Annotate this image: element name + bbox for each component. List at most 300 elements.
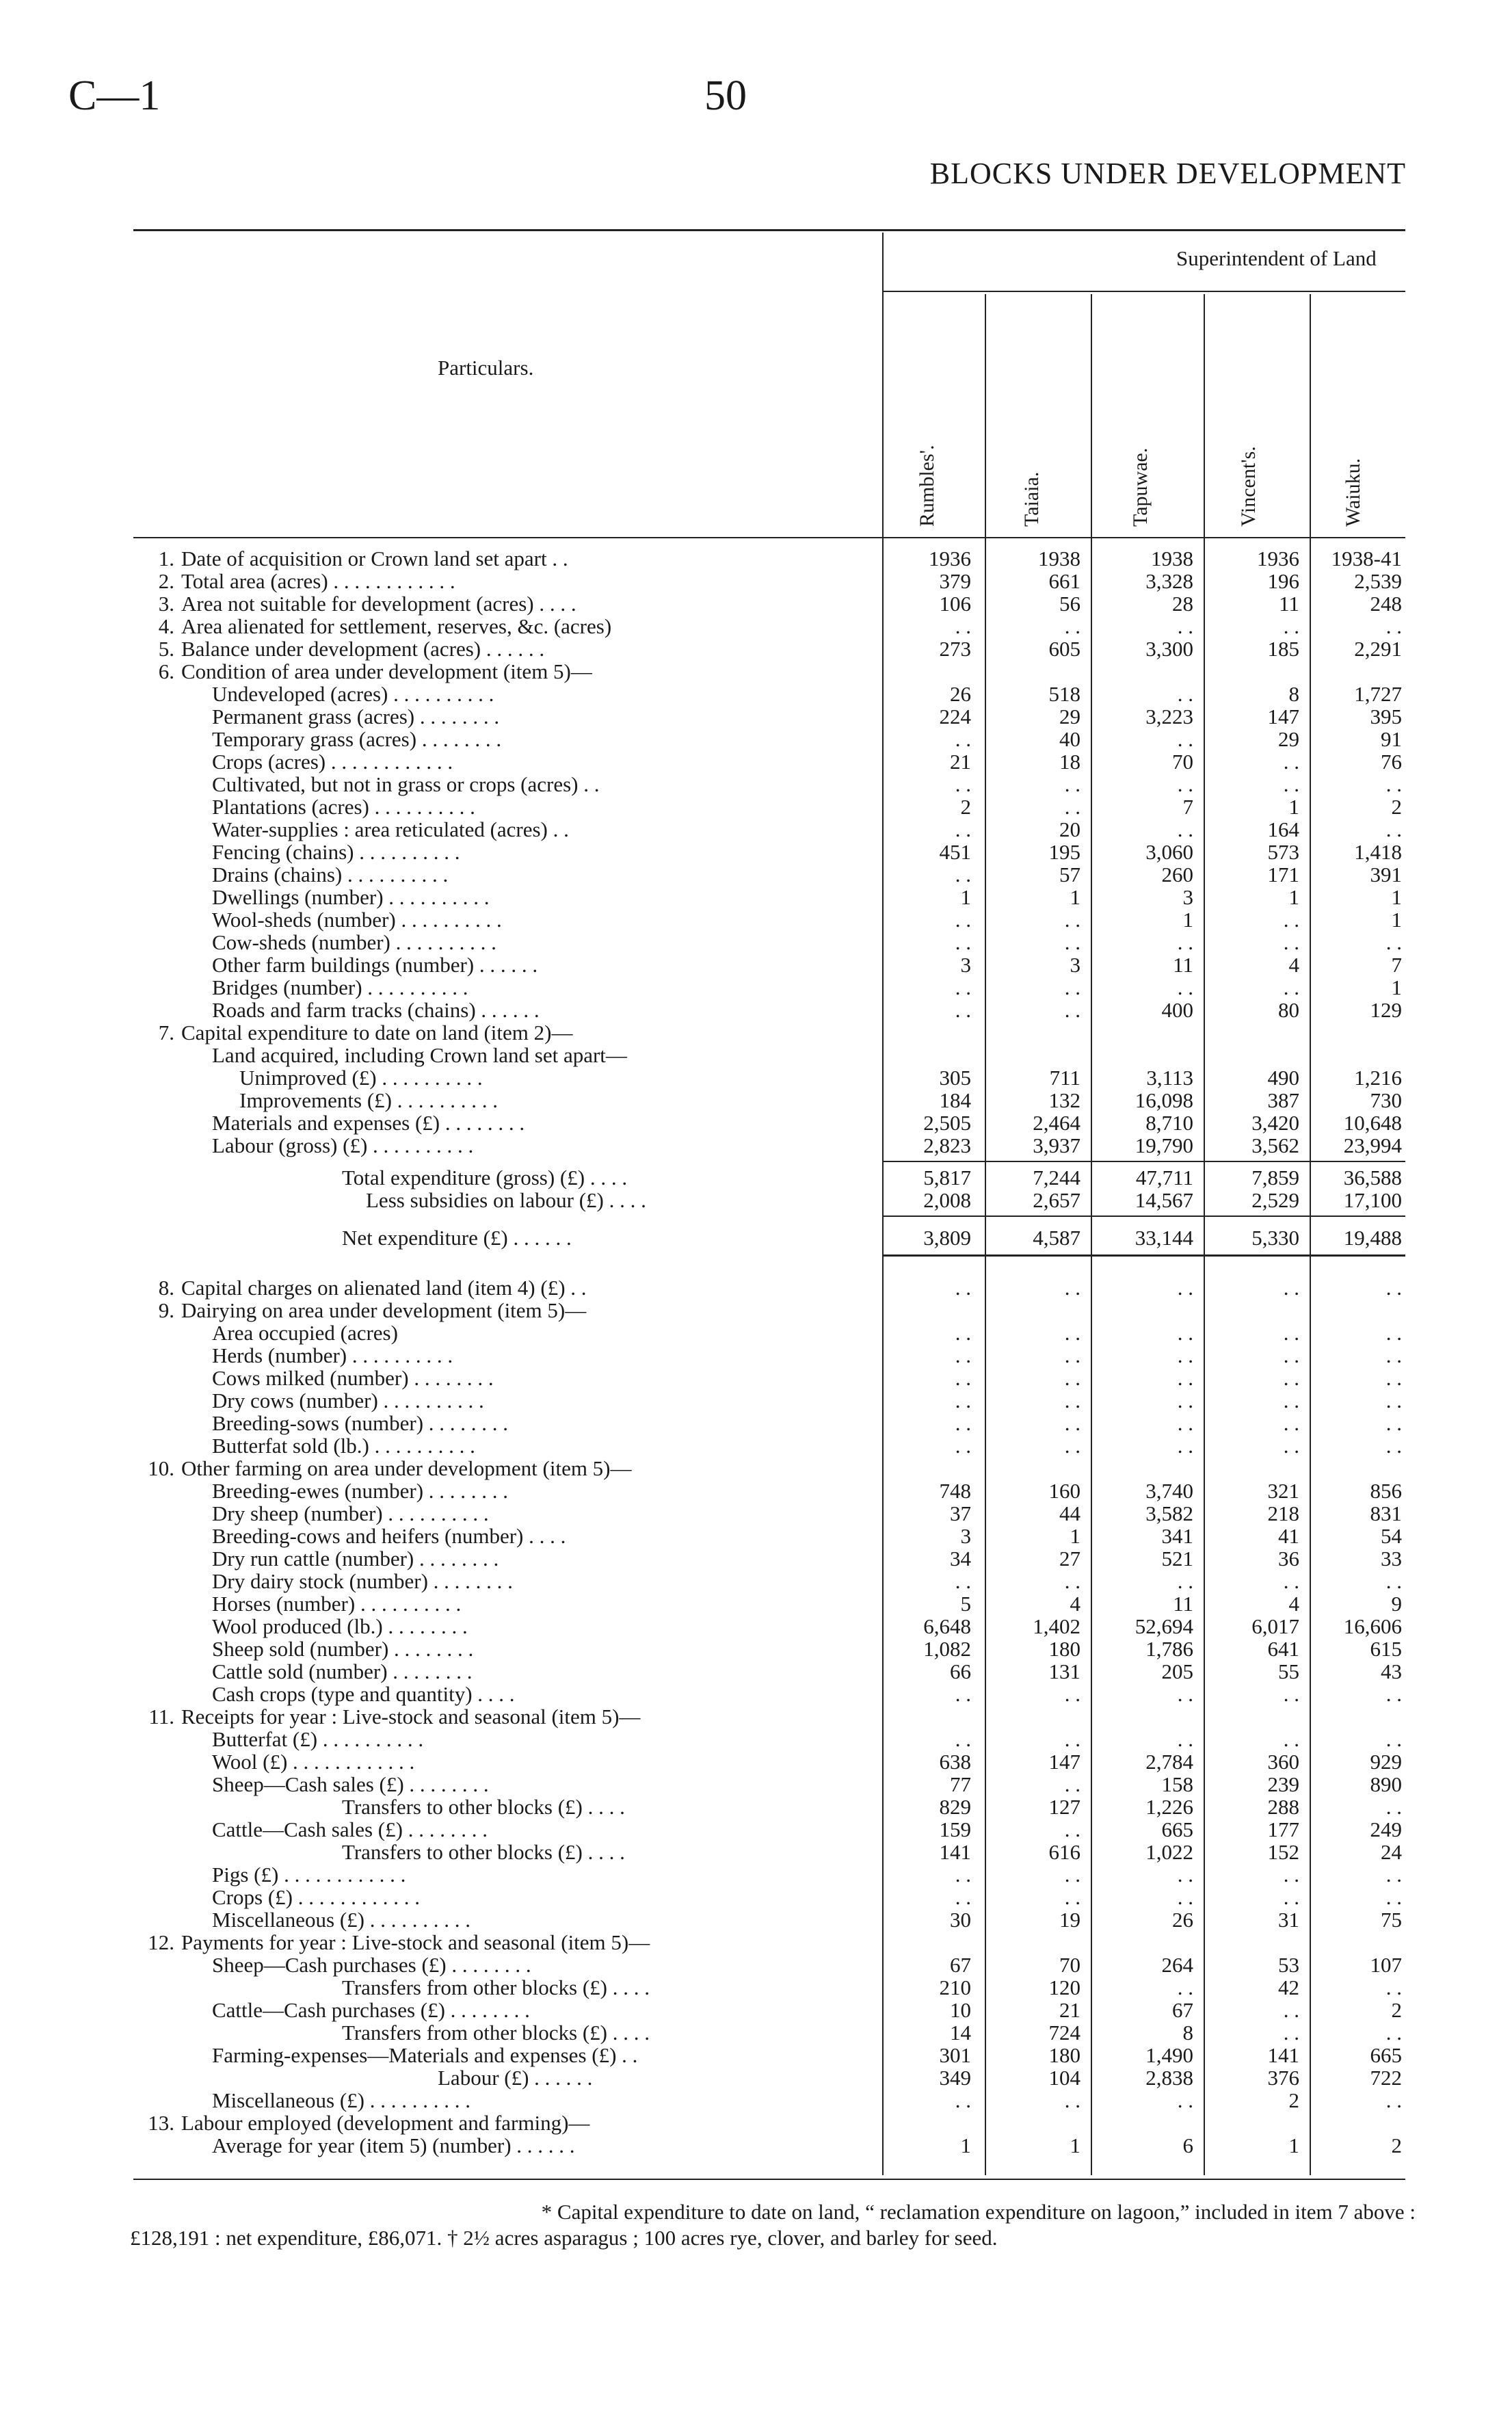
table-row	[0, 2134, 1512, 2157]
table-row	[0, 1044, 1512, 1066]
table-row	[0, 999, 1512, 1021]
table-cell: 387	[1267, 1088, 1299, 1112]
table-cell: . .	[1177, 2088, 1193, 2112]
table-cell: 1	[1288, 795, 1299, 819]
table-cell: 127	[1048, 1795, 1080, 1819]
row-label: Date of acquisition or Crown land set apart . .	[181, 547, 568, 570]
table-cell: . .	[1385, 1389, 1402, 1412]
table-cell: 3,300	[1145, 637, 1193, 661]
table-row	[0, 1434, 1512, 1457]
row-label: Breeding-ewes (number) . . . . . . . .	[212, 1479, 509, 1503]
table-cell: 10,648	[1343, 1111, 1402, 1135]
table-cell: 19,790	[1135, 1133, 1193, 1157]
table-row	[0, 2089, 1512, 2112]
table-cell: 2	[1288, 2088, 1299, 2112]
row-label: Wool produced (lb.) . . . . . . . .	[212, 1614, 468, 1638]
table-cell: 129	[1370, 998, 1402, 1022]
table-row	[0, 1954, 1512, 1976]
table-cell: 890	[1370, 1772, 1402, 1796]
table-row	[0, 796, 1512, 818]
table-cell: 341	[1161, 1524, 1193, 1548]
table-cell: . .	[1283, 1569, 1299, 1593]
table-cell: 829	[939, 1795, 971, 1819]
table-cell: . .	[1177, 1885, 1193, 1909]
table-cell: 177	[1267, 1817, 1299, 1841]
table-cell: 205	[1161, 1659, 1193, 1683]
table-cell: 2,823	[923, 1133, 971, 1157]
table-cell: 141	[939, 1840, 971, 1864]
table-cell: 7	[1391, 953, 1402, 977]
table-cell: . .	[955, 863, 971, 886]
table-cell: 1,226	[1145, 1795, 1193, 1819]
table-cell: 1,490	[1145, 2043, 1193, 2067]
table-cell: 3	[960, 1524, 971, 1548]
table-cell: 24	[1381, 1840, 1402, 1864]
table-row	[0, 1166, 1512, 1189]
table-cell: 391	[1370, 863, 1402, 886]
table-cell: 67	[1172, 1998, 1193, 2022]
table-cell: 158	[1161, 1772, 1193, 1796]
table-cell: . .	[1283, 1727, 1299, 1751]
table-cell: 321	[1267, 1479, 1299, 1503]
table-row	[0, 1412, 1512, 1434]
table-cell: 141	[1267, 2043, 1299, 2067]
row-label: Crops (£) . . . . . . . . . . . .	[212, 1885, 420, 1909]
row-label: Butterfat sold (lb.) . . . . . . . . . .	[212, 1434, 475, 1458]
table-cell: . .	[955, 930, 971, 954]
table-cell: 490	[1267, 1066, 1299, 1090]
table-cell: . .	[955, 1411, 971, 1435]
item-number: 13.	[148, 2111, 174, 2135]
table-cell: 2,657	[1033, 1188, 1080, 1212]
table-cell: 1	[1288, 2133, 1299, 2157]
table-cell: 41	[1278, 1524, 1299, 1548]
table-cell: 1,727	[1354, 682, 1402, 706]
table-cell: 23,994	[1343, 1133, 1402, 1157]
table-cell: 616	[1048, 1840, 1080, 1864]
row-label: Dwellings (number) . . . . . . . . . .	[212, 885, 490, 909]
table-row	[0, 570, 1512, 592]
item-number: 6.	[158, 659, 174, 683]
table-cell: 5,817	[923, 1166, 971, 1190]
table-cell: 17,100	[1343, 1188, 1402, 1212]
table-cell: . .	[955, 1727, 971, 1751]
table-cell: 16,606	[1343, 1614, 1402, 1638]
header-sub-rule	[882, 291, 1405, 292]
table-row	[0, 818, 1512, 841]
table-row	[0, 1570, 1512, 1592]
table-row	[0, 886, 1512, 908]
table-cell: . .	[1064, 1772, 1080, 1796]
table-cell: . .	[1283, 1434, 1299, 1458]
table-cell: 2,539	[1354, 569, 1402, 593]
table-cell: 1,216	[1354, 1066, 1402, 1090]
row-label: Unimproved (£) . . . . . . . . . .	[239, 1066, 483, 1090]
table-row	[0, 705, 1512, 728]
row-label: Cattle sold (number) . . . . . . . .	[212, 1659, 473, 1683]
table-cell: . .	[1177, 1276, 1193, 1300]
table-cell: 53	[1278, 1953, 1299, 1977]
table-cell: 21	[1059, 1998, 1080, 2022]
row-label: Capital charges on alienated land (item 4) (£) . .	[181, 1276, 587, 1300]
table-cell: 91	[1381, 727, 1402, 751]
footnote-line-1: * Capital expenditure to date on land, “ reclamation expenditure on lagoon,” included in item 7 above :	[541, 2200, 1416, 2224]
column-header: Rumbles'.	[916, 445, 938, 527]
table-cell: 3	[1070, 953, 1080, 977]
table-cell: 47,711	[1135, 1166, 1193, 1190]
table-cell: . .	[1064, 772, 1080, 796]
row-label: Dry run cattle (number) . . . . . . . .	[212, 1547, 499, 1571]
particulars-header: Particulars.	[438, 356, 534, 380]
table-cell: 210	[939, 1975, 971, 1999]
table-cell: 164	[1267, 817, 1299, 841]
table-cell: 1,082	[923, 1637, 971, 1661]
table-cell: . .	[955, 772, 971, 796]
table-cell: 379	[939, 569, 971, 593]
table-cell: 120	[1048, 1975, 1080, 1999]
table-cell: 218	[1267, 1501, 1299, 1525]
row-label: Bridges (number) . . . . . . . . . .	[212, 975, 468, 999]
table-cell: 2,529	[1251, 1188, 1299, 1212]
table-cell: . .	[1177, 682, 1193, 706]
table-cell: . .	[1177, 1975, 1193, 1999]
table-row	[0, 1344, 1512, 1367]
table-row	[0, 976, 1512, 999]
table-row	[0, 1021, 1512, 1044]
table-row	[0, 1841, 1512, 1863]
table-cell: 33	[1381, 1547, 1402, 1571]
table-cell: 147	[1048, 1750, 1080, 1774]
table-cell: 57	[1059, 863, 1080, 886]
row-label: Improvements (£) . . . . . . . . . .	[239, 1088, 498, 1112]
table-cell: 1	[960, 885, 971, 909]
table-cell: 11	[1279, 592, 1299, 616]
table-cell: 1938-41	[1331, 547, 1402, 570]
table-cell: 1	[1288, 885, 1299, 909]
row-label: Sheep sold (number) . . . . . . . .	[212, 1637, 474, 1661]
table-cell: . .	[1177, 1389, 1193, 1412]
row-label: Cash crops (type and quantity) . . . .	[212, 1682, 515, 1706]
table-cell: . .	[1385, 1343, 1402, 1367]
table-row	[0, 547, 1512, 570]
table-cell: 1936	[1257, 547, 1299, 570]
table-row	[0, 841, 1512, 863]
row-label: Wool (£) . . . . . . . . . . . .	[212, 1750, 415, 1774]
table-cell: 104	[1048, 2066, 1080, 2090]
table-cell: . .	[1385, 772, 1402, 796]
table-cell: 7	[1182, 795, 1193, 819]
table-cell: 77	[950, 1772, 971, 1796]
table-cell: 5	[960, 1592, 971, 1616]
table-cell: 2	[1391, 795, 1402, 819]
table-row	[0, 660, 1512, 683]
table-row	[0, 1796, 1512, 1818]
table-cell: 14	[950, 2021, 971, 2045]
table-cell: . .	[1064, 1343, 1080, 1367]
table-cell: . .	[955, 1885, 971, 1909]
table-row	[0, 1931, 1512, 1954]
table-cell: . .	[1177, 1434, 1193, 1458]
table-row	[0, 1389, 1512, 1412]
table-cell: 8,710	[1145, 1111, 1193, 1135]
table-cell: . .	[1177, 1569, 1193, 1593]
table-cell: 196	[1267, 569, 1299, 593]
table-cell: . .	[1283, 750, 1299, 774]
table-cell: 37	[950, 1501, 971, 1525]
table-cell: 722	[1370, 2066, 1402, 2090]
row-label: Transfers from other blocks (£) . . . .	[342, 1975, 650, 1999]
header-bottom-rule	[133, 537, 1405, 538]
table-cell: 184	[939, 1088, 971, 1112]
table-cell: 641	[1267, 1637, 1299, 1661]
table-cell: . .	[1283, 1343, 1299, 1367]
table-row	[0, 1502, 1512, 1525]
table-cell: 29	[1278, 727, 1299, 751]
table-cell: 360	[1267, 1750, 1299, 1774]
column-header: Waiuku.	[1342, 458, 1364, 527]
table-cell: 6	[1182, 2133, 1193, 2157]
item-number: 2.	[158, 569, 174, 593]
row-label: Less subsidies on labour (£) . . . .	[366, 1188, 646, 1212]
table-cell: . .	[1064, 1321, 1080, 1345]
row-label: Horses (number) . . . . . . . . . .	[212, 1592, 462, 1616]
row-label: Area not suitable for development (acres) . . . .	[181, 592, 576, 616]
table-cell: 31	[1278, 1908, 1299, 1932]
table-cell: . .	[1385, 817, 1402, 841]
table-cell: 132	[1048, 1088, 1080, 1112]
table-cell: 107	[1370, 1953, 1402, 1977]
table-cell: 54	[1381, 1524, 1402, 1548]
table-cell: 26	[950, 682, 971, 706]
table-cell: . .	[955, 975, 971, 999]
table-cell: 131	[1048, 1659, 1080, 1683]
table-cell: 19	[1059, 1908, 1080, 1932]
table-cell: 3	[960, 953, 971, 977]
table-row	[0, 1886, 1512, 1908]
table-row	[0, 1705, 1512, 1728]
table-cell: 4,587	[1033, 1226, 1080, 1250]
table-cell: . .	[1385, 1863, 1402, 1887]
table-row	[0, 1480, 1512, 1502]
item-number: 5.	[158, 637, 174, 661]
table-row	[0, 908, 1512, 931]
table-cell: 4	[1288, 1592, 1299, 1616]
row-label: Other farm buildings (number) . . . . . .	[212, 953, 538, 977]
table-cell: 1938	[1151, 547, 1193, 570]
table-cell: 273	[939, 637, 971, 661]
table-cell: 605	[1048, 637, 1080, 661]
table-cell: 665	[1161, 1817, 1193, 1841]
table-row	[0, 954, 1512, 976]
table-cell: . .	[1064, 1569, 1080, 1593]
table-cell: . .	[1385, 1727, 1402, 1751]
table-bottom-rule	[133, 2179, 1405, 2180]
row-label: Transfers to other blocks (£) . . . .	[342, 1840, 625, 1864]
row-label: Plantations (acres) . . . . . . . . . .	[212, 795, 475, 819]
table-cell: 301	[939, 2043, 971, 2067]
table-cell: . .	[1283, 908, 1299, 932]
table-row	[0, 931, 1512, 954]
table-row	[0, 1112, 1512, 1134]
table-row	[0, 1660, 1512, 1683]
table-row	[0, 1818, 1512, 1841]
table-cell: . .	[1283, 930, 1299, 954]
table-cell: 4	[1070, 1592, 1080, 1616]
table-cell: . .	[955, 727, 971, 751]
table-cell: . .	[955, 1343, 971, 1367]
table-cell: 34	[950, 1547, 971, 1571]
table-cell: . .	[955, 1569, 971, 1593]
row-label: Cattle—Cash sales (£) . . . . . . . .	[212, 1817, 488, 1841]
row-label: Cow-sheds (number) . . . . . . . . . .	[212, 930, 496, 954]
row-label: Wool-sheds (number) . . . . . . . . . .	[212, 908, 502, 932]
table-cell: 3,740	[1145, 1479, 1193, 1503]
table-cell: 70	[1172, 750, 1193, 774]
table-cell: 264	[1161, 1953, 1193, 1977]
table-cell: . .	[1385, 1885, 1402, 1909]
table-top-rule	[133, 229, 1405, 231]
table-cell: . .	[1177, 1682, 1193, 1706]
table-cell: 451	[939, 840, 971, 864]
table-cell: 2,505	[923, 1111, 971, 1135]
row-label: Balance under development (acres) . . . . . .	[181, 637, 545, 661]
table-cell: . .	[1177, 614, 1193, 638]
table-cell: 70	[1059, 1953, 1080, 1977]
table-row	[0, 615, 1512, 638]
table-row	[0, 638, 1512, 660]
table-row	[0, 1908, 1512, 1931]
table-cell: . .	[1177, 1321, 1193, 1345]
row-label: Miscellaneous (£) . . . . . . . . . .	[212, 2088, 470, 2112]
table-cell: . .	[1177, 1366, 1193, 1390]
table-cell: 8	[1182, 2021, 1193, 2045]
row-label: Condition of area under development (item 5)—	[181, 659, 592, 683]
table-cell: 239	[1267, 1772, 1299, 1796]
table-row	[0, 1728, 1512, 1750]
row-label: Roads and farm tracks (chains) . . . . . .	[212, 998, 540, 1022]
table-row	[0, 1367, 1512, 1389]
table-cell: 2,784	[1145, 1750, 1193, 1774]
row-label: Pigs (£) . . . . . . . . . . . .	[212, 1863, 406, 1887]
table-cell: . .	[1064, 1885, 1080, 1909]
table-cell: . .	[1064, 1389, 1080, 1412]
row-label: Crops (acres) . . . . . . . . . . . .	[212, 750, 453, 774]
row-label: Average for year (item 5) (number) . . . . . .	[212, 2133, 575, 2157]
table-cell: . .	[1177, 727, 1193, 751]
table-row	[0, 1750, 1512, 1773]
table-row	[0, 1773, 1512, 1796]
table-row	[0, 1976, 1512, 1999]
table-cell: 1	[1070, 885, 1080, 909]
row-label: Total area (acres) . . . . . . . . . . . .	[181, 569, 455, 593]
table-cell: 56	[1059, 592, 1080, 616]
row-label: Drains (chains) . . . . . . . . . .	[212, 863, 449, 886]
footnote-line-2: £128,191 : net expenditure, £86,071. † 2½ acres asparagus ; 100 acres rye, clover, and barley for seed.	[130, 2226, 998, 2250]
table-cell: 66	[950, 1659, 971, 1683]
row-label: Dry dairy stock (number) . . . . . . . .	[212, 1569, 513, 1593]
table-cell: 180	[1048, 2043, 1080, 2067]
table-cell: . .	[1177, 975, 1193, 999]
table-cell: . .	[955, 1321, 971, 1345]
table-cell: 6,017	[1251, 1614, 1299, 1638]
table-row	[0, 1457, 1512, 1480]
table-cell: . .	[1064, 1817, 1080, 1841]
table-cell: . .	[1385, 1321, 1402, 1345]
table-cell: 1938	[1038, 547, 1080, 570]
table-cell: . .	[1385, 1411, 1402, 1435]
table-cell: . .	[1064, 614, 1080, 638]
table-cell: 395	[1370, 705, 1402, 728]
table-cell: . .	[955, 1389, 971, 1412]
table-cell: 518	[1048, 682, 1080, 706]
table-cell: 2	[960, 795, 971, 819]
table-cell: . .	[1177, 1727, 1193, 1751]
table-cell: 248	[1370, 592, 1402, 616]
row-label: Undeveloped (acres) . . . . . . . . . .	[212, 682, 494, 706]
table-cell: 180	[1048, 1637, 1080, 1661]
table-cell: 36	[1278, 1547, 1299, 1571]
page-title: BLOCKS UNDER DEVELOPMENT	[929, 157, 1406, 190]
table-cell: 152	[1267, 1840, 1299, 1864]
row-label: Area occupied (acres)	[212, 1321, 398, 1345]
row-label: Breeding-cows and heifers (number) . . . .	[212, 1524, 566, 1548]
row-label: Transfers to other blocks (£) . . . .	[342, 1795, 625, 1819]
table-cell: 3,937	[1033, 1133, 1080, 1157]
table-cell: 195	[1048, 840, 1080, 864]
table-cell: 1	[1070, 2133, 1080, 2157]
table-cell: 44	[1059, 1501, 1080, 1525]
table-cell: . .	[1177, 1863, 1193, 1887]
table-cell: . .	[1385, 2021, 1402, 2045]
table-cell: . .	[1177, 772, 1193, 796]
table-cell: 400	[1161, 998, 1193, 1022]
column-header: Vincent's.	[1237, 446, 1260, 527]
table-cell: 43	[1381, 1659, 1402, 1683]
table-cell: 67	[950, 1953, 971, 1977]
table-cell: . .	[1064, 1411, 1080, 1435]
table-row	[0, 773, 1512, 796]
table-cell: 665	[1370, 2043, 1402, 2067]
table-cell: 730	[1370, 1088, 1402, 1112]
table-cell: . .	[1385, 1366, 1402, 1390]
table-cell: 3,060	[1145, 840, 1193, 864]
table-row	[0, 2066, 1512, 2089]
table-cell: 76	[1381, 750, 1402, 774]
table-cell: 1,402	[1033, 1614, 1080, 1638]
row-label: Transfers from other blocks (£) . . . .	[342, 2021, 650, 2045]
column-header: Tapuwae.	[1129, 447, 1152, 527]
table-cell: . .	[1283, 1321, 1299, 1345]
table-cell: 711	[1049, 1066, 1080, 1090]
table-cell: . .	[1064, 908, 1080, 932]
item-number: 12.	[148, 1930, 174, 1954]
table-cell: 26	[1172, 1908, 1193, 1932]
row-label: Other farming on area under development (item 5)—	[181, 1456, 632, 1480]
table-cell: 3,328	[1145, 569, 1193, 593]
table-cell: 349	[939, 2066, 971, 2090]
table-cell: . .	[1064, 1276, 1080, 1300]
table-row	[0, 2112, 1512, 2134]
row-label: Labour (£) . . . . . .	[438, 2066, 593, 2090]
table-cell: . .	[1385, 1682, 1402, 1706]
table-cell: . .	[1064, 1727, 1080, 1751]
table-row	[0, 1089, 1512, 1112]
table-cell: . .	[955, 998, 971, 1022]
item-number: 8.	[158, 1276, 174, 1300]
table-cell: 1	[1391, 908, 1402, 932]
table-cell: 376	[1267, 2066, 1299, 2090]
table-cell: 80	[1278, 998, 1299, 1022]
